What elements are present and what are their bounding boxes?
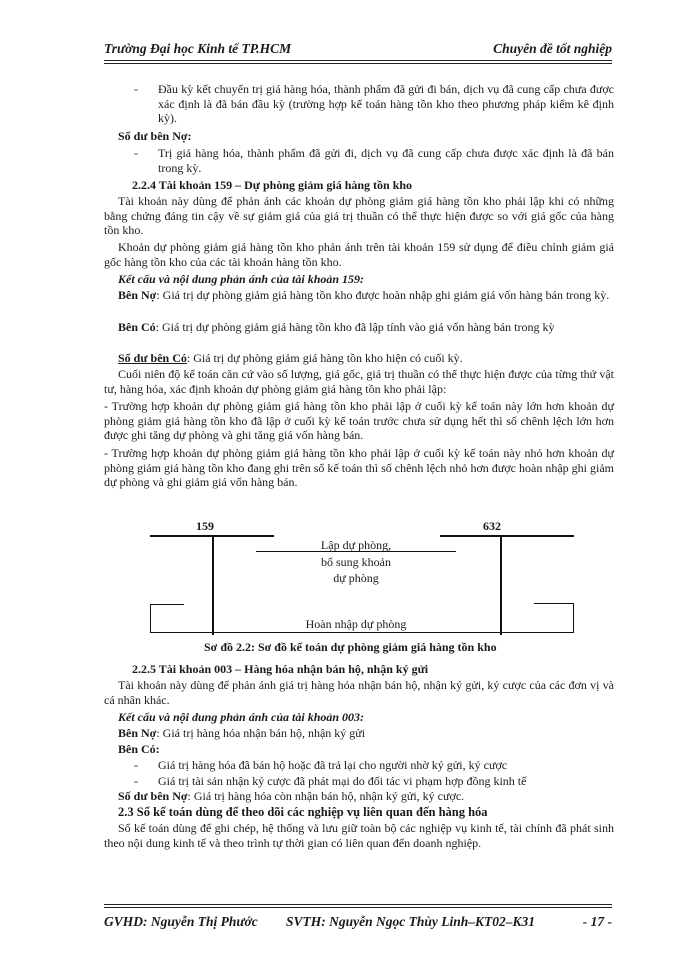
ben-no-label: Bên Nợ bbox=[118, 288, 157, 302]
ben-co-003-label: Bên Có: bbox=[118, 742, 160, 756]
ben-no-003-text: : Giá trị hàng hóa nhận bán hộ, nhận ký gửi bbox=[156, 726, 366, 740]
ben-no-159 bbox=[104, 288, 614, 303]
ben-no-003 bbox=[118, 726, 365, 741]
so-du-no-003-text: : Giá trị hàng hóa còn nhận bán hộ, nhận ký gửi, ký cược. bbox=[187, 789, 465, 803]
paragraph-2-3 bbox=[104, 821, 614, 850]
ben-no-text: : Giá trị dự phòng giảm giá hàng tồn kho được hoàn nhập ghi giảm giá vốn hàng bán trong kỳ. bbox=[156, 288, 610, 302]
entry-2-label: Hoàn nhập dự phòng bbox=[305, 617, 407, 631]
heading-2-3: 2.3 Sổ kế toán dùng để theo dõi các nghiệp vụ liên quan đến hàng hóa bbox=[118, 805, 488, 819]
heading-2-2-5: 2.2.5 Tài khoản 003 – Hàng hóa nhận bán hộ, nhận ký gửi bbox=[132, 662, 429, 676]
ket-cau-003: Kết cấu và nội dung phản ánh của tài khoản 003: bbox=[118, 710, 365, 724]
paragraph-003-1 bbox=[104, 678, 614, 707]
ben-co-text: : Giá trị dự phòng giảm giá hàng tồn kho đã lập tính vào giá vốn hàng bán trong kỳ bbox=[155, 320, 555, 334]
account-632-top-line bbox=[440, 535, 574, 537]
account-632-label: 632 bbox=[483, 519, 501, 533]
bullet-dash: - bbox=[134, 774, 138, 788]
paragraph-159-5: - Trường hợp khoản dự phòng giảm giá hàng tồn kho phải lập ở cuối kỳ kế toán này nhỏ hơn khoản dự phòng giảm giá hàng tồn kho đang ghi trên sổ kế toán thì số chênh lệch nhỏ hơn được hoàn nhập ghi giảm dự phòng và ghi giảm giá vốn hàng bán. bbox=[104, 446, 614, 490]
paragraph-159-4: - Trường hợp khoản dự phòng giảm giá hàng tồn kho phải lập ở cuối kỳ kế toán này lớn hơn khoản dự phòng giảm giá hàng tồn kho đã lập ở cuối kỳ kế toán trước chưa sử dụng hết thì số chênh lệch lớn hơn được ghi tăng dự phòng và ghi tăng giá vốn hàng bán. bbox=[104, 399, 614, 443]
footer-advisor: GVHD: Nguyễn Thị Phước bbox=[104, 914, 258, 929]
right-bracket-top bbox=[534, 603, 574, 604]
ket-cau-159: Kết cấu và nội dung phản ánh của tài khoản 159: bbox=[118, 272, 365, 286]
entry-1-label-1: Lập dự phòng, bbox=[320, 538, 392, 552]
account-159-label: 159 bbox=[196, 519, 214, 533]
so-du-co-159 bbox=[118, 351, 463, 366]
ben-no-003-label: Bên Nợ bbox=[118, 726, 157, 740]
paragraph-159-3 bbox=[104, 367, 614, 396]
header-rule bbox=[104, 60, 612, 64]
so-du-co-text: : Giá trị dự phòng giảm giá hàng tồn kho hiện có cuối kỳ. bbox=[186, 351, 463, 365]
ben-co-159 bbox=[104, 320, 614, 335]
ben-co-003-item-1: Giá trị hàng hóa đã bán hộ hoặc đã trả lại cho người nhờ ký gửi, ký cược bbox=[158, 758, 508, 772]
bullet-top-text: Đầu kỳ kết chuyển trị giá hàng hóa, thành phẩm đã gửi đi bán, dịch vụ đã cung cấp chưa được xác định là đã bán đầu kỳ (trường hợp kế toán hàng tồn kho theo phương pháp kiểm kê định kỳ). bbox=[158, 82, 614, 126]
bullet-dash: - bbox=[134, 82, 138, 96]
account-159-center-line bbox=[212, 535, 214, 635]
ben-co-003-item-2: Giá trị tài sản nhận ký cược đã phát mại do đối tác vi phạm hợp đồng kinh tế bbox=[158, 774, 527, 788]
entry-2-line bbox=[150, 632, 574, 633]
so-du-no-003 bbox=[118, 789, 464, 804]
right-bracket-side bbox=[573, 603, 574, 632]
bullet-dash: - bbox=[134, 758, 138, 772]
footer-page-number: - 17 - bbox=[582, 914, 612, 929]
paragraph-2-3-text: Sổ kế toán dùng để ghi chép, hệ thống và lưu giữ toàn bộ các nghiệp vụ kinh tế, tài chính đã phát sinh theo nội dung kinh tế và theo trình tự thời gian có liên quan đến doanh nghiệp. bbox=[104, 821, 614, 850]
header-right: Chuyên đề tốt nghiệp bbox=[493, 41, 612, 56]
entry-1-label-2: bổ sung khoản bbox=[321, 555, 391, 569]
left-bracket-top bbox=[150, 604, 184, 605]
footer-student: SVTH: Nguyễn Ngọc Thùy Linh–KT02–K31 bbox=[286, 914, 536, 929]
ben-co-label: Bên Có bbox=[118, 320, 156, 334]
paragraph-003-1-text: Tài khoản này dùng để phản ánh giá trị hàng hóa nhận bán hộ, nhận ký gửi, ký cược của các đơn vị và cá nhân khác. bbox=[104, 678, 614, 707]
so-du-no-item: Trị giá hàng hóa, thành phẩm đã gửi đi, dịch vụ đã cung cấp chưa được xác định là đã bán trong kỳ. bbox=[158, 146, 614, 175]
footer-rule bbox=[104, 904, 612, 908]
diagram-caption: Sơ đồ 2.2: Sơ đồ kế toán dự phòng giảm giá hàng tồn kho bbox=[204, 640, 497, 654]
paragraph-159-3-text: Cuối niên độ kế toán căn cứ vào số lượng, giá gốc, giá trị thuần có thể thực hiện được của từng thứ vật tư, hàng hóa, xác định khoản dự phòng giảm giá hàng tồn kho phải lập: bbox=[104, 367, 614, 396]
entry-1-label-3: dự phòng bbox=[333, 571, 379, 585]
paragraph-159-2-text: Khoản dự phòng giảm giá hàng tồn kho phản ánh trên tài khoản 159 sử dụng để điều chỉnh giảm giá gốc hàng tồn kho của các tài khoản hàng tồn kho. bbox=[104, 240, 614, 269]
paragraph-159-2 bbox=[104, 240, 614, 269]
heading-2-2-4: 2.2.4 Tài khoản 159 – Dự phòng giảm giá hàng tồn kho bbox=[132, 178, 413, 192]
account-632-center-line bbox=[500, 535, 502, 635]
paragraph-159-1-text: Tài khoản này dùng để phản ánh các khoản dự phòng giảm giá hàng tồn kho phải lập khi có những bằng chứng đáng tin cậy về sự giảm giá của giá trị thuần có thể thực hiện được so với giá gốc của hàng tồn kho. bbox=[104, 194, 614, 238]
so-du-no-003-label: Số dư bên Nợ bbox=[118, 789, 188, 803]
so-du-no-label: Số dư bên Nợ: bbox=[118, 129, 192, 143]
header-left: Trường Đại học Kinh tế TP.HCM bbox=[104, 41, 292, 56]
left-bracket-side bbox=[150, 604, 151, 632]
so-du-co-label: Số dư bên Có bbox=[118, 351, 187, 365]
paragraph-159-1 bbox=[104, 194, 614, 238]
bullet-dash: - bbox=[134, 146, 138, 160]
